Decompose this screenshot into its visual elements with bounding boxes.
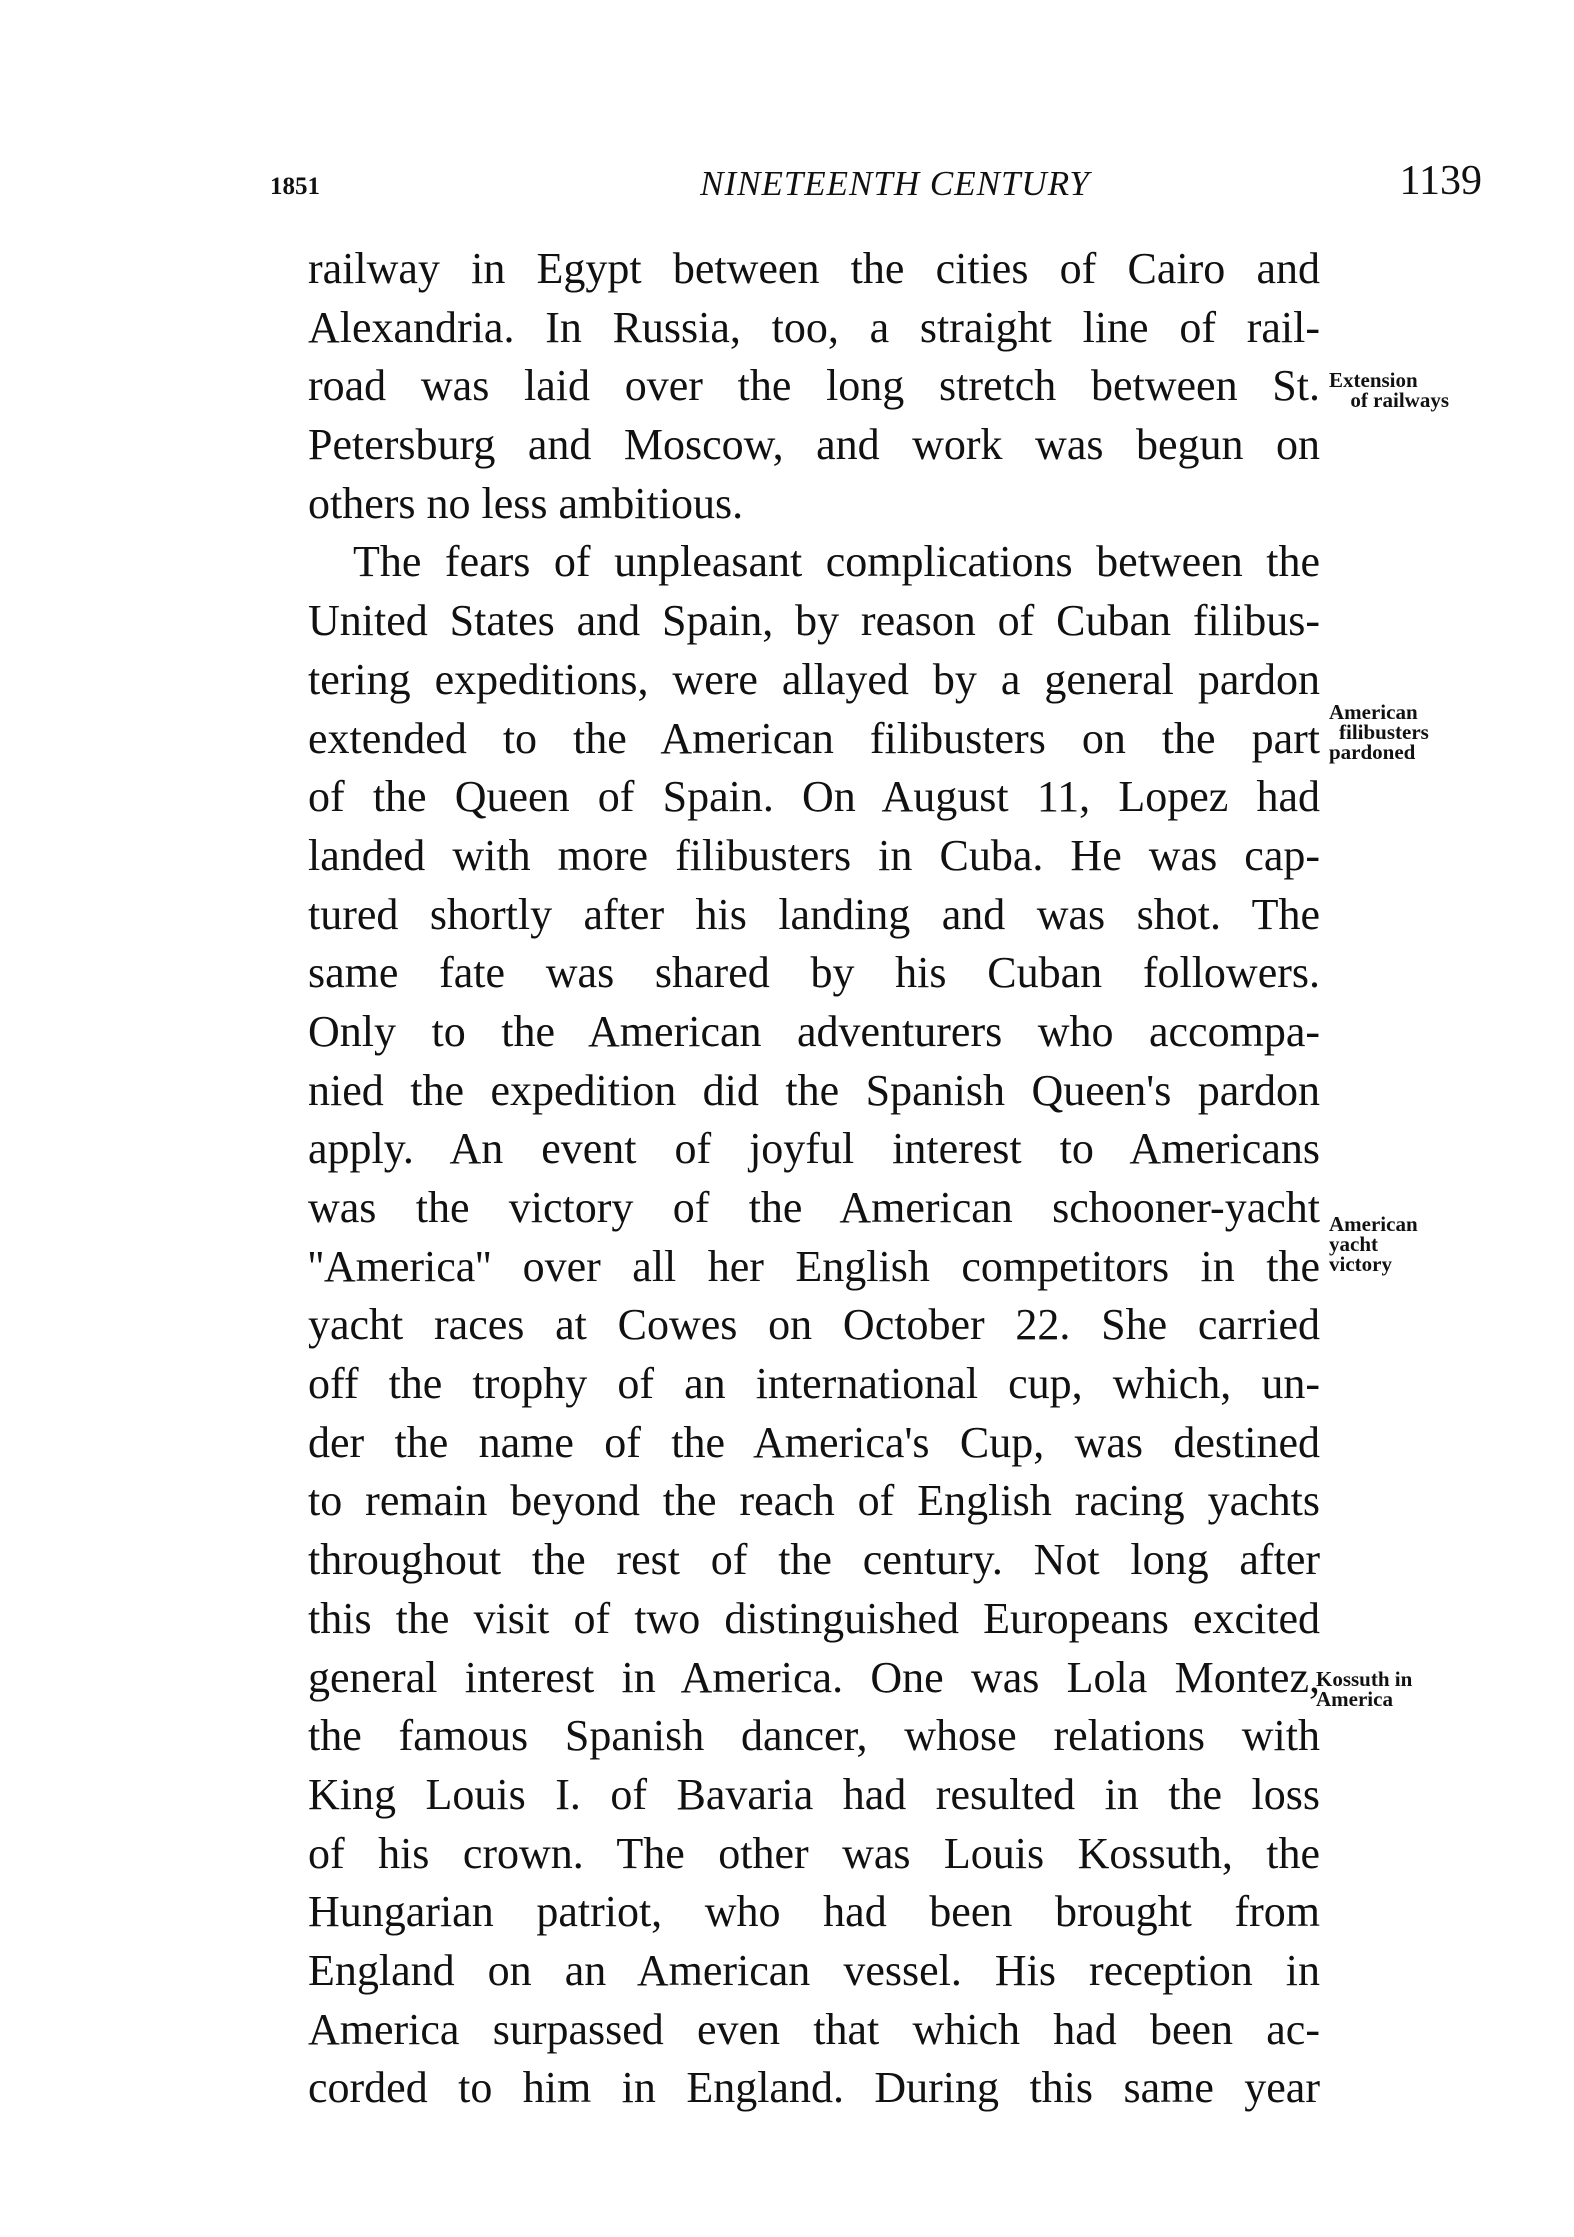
margin-note-line: America	[1316, 1687, 1393, 1711]
text-line: The fears of unpleasant complications between the	[353, 537, 1320, 587]
margin-note-kossuth-in-america	[1316, 1669, 1412, 1709]
text-line: general interest in America. One was Lola Montez,	[308, 1652, 1320, 1702]
text-line: tured shortly after his landing and was shot. The	[308, 889, 1320, 939]
text-line: apply. An event of joyful interest to Americans	[308, 1124, 1320, 1174]
text-line: others no less ambitious.	[308, 478, 744, 528]
margin-note-line: pardoned	[1329, 740, 1416, 764]
text-line: the famous Spanish dancer, whose relations with	[308, 1711, 1320, 1761]
text-line: road was laid over the long stretch between St.	[308, 361, 1320, 411]
text-line: off the trophy of an international cup, which, un-	[308, 1359, 1320, 1409]
text-line: this the visit of two distinguished Europeans excited	[308, 1593, 1320, 1643]
text-line: to remain beyond the reach of English racing yachts	[308, 1476, 1320, 1526]
text-line: yacht races at Cowes on October 22. She carried	[308, 1300, 1320, 1350]
margin-note-line: Extension	[1329, 368, 1418, 392]
margin-note-line: yacht	[1329, 1232, 1378, 1256]
margin-note-line: filibusters	[1339, 720, 1429, 744]
margin-note-american-filibusters-pardoned	[1329, 702, 1429, 762]
margin-note-line: American	[1329, 1212, 1418, 1236]
body-text	[308, 240, 1320, 2118]
text-line: was the victory of the American schooner-yacht	[308, 1183, 1320, 1232]
text-line: of the Queen of Spain. On August 11, Lopez had	[308, 772, 1320, 822]
margin-note-line: Kossuth in	[1316, 1667, 1413, 1691]
header-year: 1851	[270, 173, 320, 200]
text-line: extended to the American filibusters on the part	[308, 713, 1320, 763]
margin-note-line: of railways	[1350, 388, 1449, 412]
text-line: Hungarian patriot, who had been brought from	[308, 1887, 1320, 1937]
margin-note-line: American	[1329, 700, 1418, 724]
running-title: NINETEENTH CENTURY	[700, 164, 1090, 203]
text-line: of his crown. The other was Louis Kossuth, the	[308, 1828, 1320, 1878]
page-number: 1139	[1399, 158, 1482, 204]
text-line: landed with more filibusters in Cuba. He was cap-	[308, 830, 1320, 880]
text-line: England on an American vessel. His reception in	[308, 1945, 1320, 1995]
text-line: United States and Spain, by reason of Cuban filibus-	[308, 596, 1320, 646]
text-line: Alexandria. In Russia, too, a straight line of rail-	[308, 302, 1320, 352]
text-line: same fate was shared by his Cuban followers.	[308, 948, 1320, 998]
text-line: Petersburg and Moscow, and work was begun on	[308, 420, 1320, 470]
text-line: tering expeditions, were allayed by a general pardon	[308, 654, 1320, 704]
text-line: railway in Egypt between the cities of Cairo and	[308, 244, 1320, 293]
text-line: Only to the American adventurers who accompa-	[308, 1006, 1320, 1056]
text-line: corded to him in England. During this same year	[308, 2063, 1320, 2113]
margin-note-extension-of-railways	[1329, 370, 1449, 410]
text-line: nied the expedition did the Spanish Queen's pardon	[308, 1065, 1320, 1115]
margin-note-line: victory	[1329, 1252, 1392, 1276]
text-line: America surpassed even that which had been ac-	[308, 2004, 1320, 2054]
text-line: der the name of the America's Cup, was destined	[308, 1417, 1320, 1467]
text-line: throughout the rest of the century. Not long after	[308, 1535, 1320, 1585]
text-line: King Louis I. of Bavaria had resulted in the loss	[308, 1769, 1320, 1819]
margin-note-american-yacht-victory	[1329, 1214, 1418, 1274]
text-line: ''America'' over all her English competitors in the	[308, 1241, 1320, 1291]
